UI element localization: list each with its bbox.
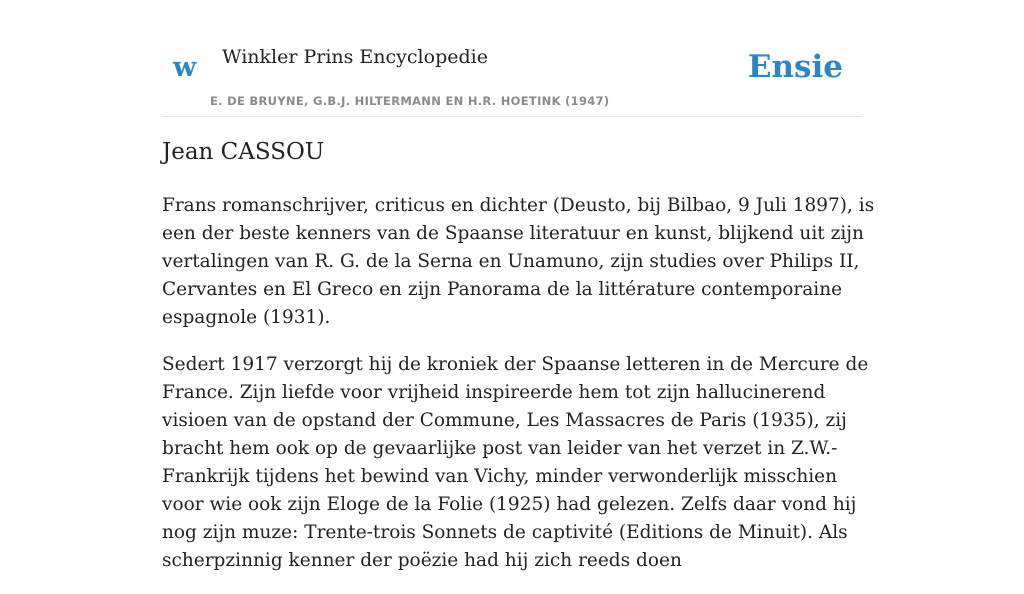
encyclopedia-logo-icon[interactable]: w [173,52,197,83]
source-authors: E. DE BRUYNE, G.B.J. HILTERMANN EN H.R. HOETINK (1947) [210,94,610,108]
article-body [162,192,882,594]
source-title[interactable]: Winkler Prins Encyclopedie [222,46,488,68]
source-header [162,0,862,117]
article-title: Jean CASSOU [162,139,325,165]
article-paragraph: Sedert 1917 verzorgt hij de kroniek der Spaanse letteren in de Mercure de France. Zijn liefde voor vrijheid inspireerde hem tot zijn hallucinerend visioen van de opstand der Commune, Les Massacres de Paris (1935), zij bracht hem ook op de gevaarlijke post van leider van het verzet in Z.W.-Frankrijk tijdens het bewind van Vichy, minder verwonderlijk misschien voor wie ook zijn Eloge de la Folie (1925) had gelezen. Zelfs daar vond hij nog zijn muze: Trente-trois Sonnets de captivité (Editions de Minuit). Als scherpzinnig kenner der poëzie had hij zich reeds doen [162,354,869,571]
ensie-brand-link[interactable]: Ensie [747,49,843,85]
article-paragraph: Frans romanschrijver, criticus en dichter (Deusto, bij Bilbao, 9 Juli 1897), is een der beste kenners van de Spaanse literatuur en kunst, blijkend uit zijn vertalingen van R. G. de la Serna en Unamuno, zijn studies over Philips II, Cervantes en El Greco en zijn Panorama de la littérature contemporaine espagnole (1931). [162,195,875,328]
